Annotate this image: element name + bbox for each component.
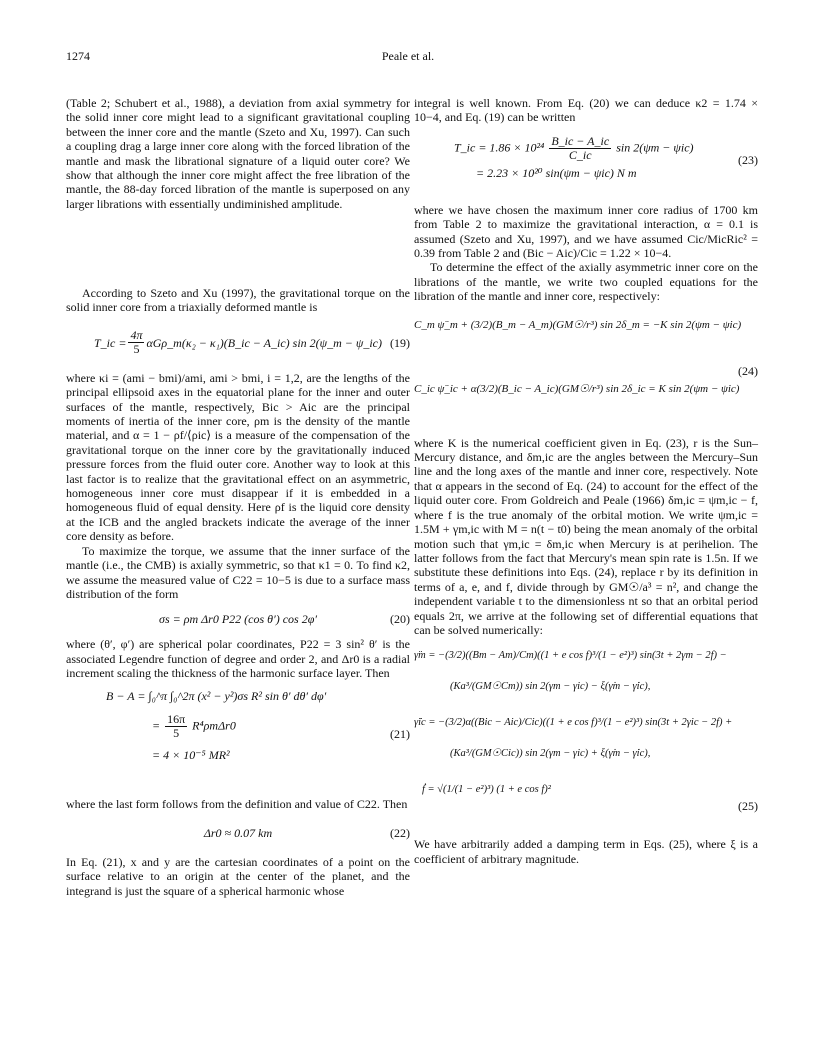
equation-22 [66, 811, 410, 855]
equation-20 [66, 601, 410, 637]
eq-rhs: αGρ_m(κ₂ − κ₁)(B_ic − A_ic) sin 2(ψ_m − ψ_ic) [146, 335, 382, 350]
fraction: $\frac{16\pi}{5}$ [167, 711, 186, 740]
equation-25 [414, 649, 758, 829]
paragraph: To determine the effect of the axially asymmetric inner core on the librations of the mantle, we write two coupled equations for the libration of the mantle and inner core, respectively: [414, 260, 758, 304]
eq-lhs: T_ic = [94, 335, 127, 350]
eq-line: ḟ = √(1/(1 − e²)³) (1 + e cos f)² [422, 783, 551, 795]
equation-24 [414, 318, 758, 430]
fraction: $\frac{4\pi}{5}$ [130, 328, 143, 357]
eq-line: C_m ψ̈_m + (3/2)(B_m − A_m)(GM☉/r³) sin 2δ_m = −K sin 2(ψm − ψic) [414, 318, 742, 331]
paragraph: where κi = (ami − bmi)/ami, ami > bmi, i = 1,2, are the lengths of the principal ellipsoid axes in the equatorial plane for the inner and outer surfaces of the mantle, respectively, Bic > Aic are the principal moments of inertia of the inner core, ρm is the density of the mantle material, and α = 1 − ρf/⟨ρic⟩ is a measure of the compensation of the gravitational torque on the inner core by the gravitationally induced pressure forces from the fluid outer core. Another way to look at this last factor is to realize that the gravitational effect on an asymmetric, homogeneous inner core must disappear if it is embedded in a homogeneous fluid of equal density. Here ρf is the liquid core density at the ICB and the angled brackets indicate the average of the inner core density as before. [66, 370, 410, 544]
paragraph: where (θ′, φ′) are spherical polar coordinates, P22 = 3 sin² θ′ is the associated Legendre function of degree and order 2, and Δr0 is a radial increment scaling the thickness of the harmonic surface layer. Then [66, 637, 410, 681]
equation-number: (24) [738, 363, 758, 378]
equation-number: (23) [738, 152, 758, 167]
right-column [414, 96, 758, 866]
paragraph: According to Szeto and Xu (1997), the gravitational torque on the solid inner core from a triaxially deformed mantle is [66, 286, 410, 315]
fraction: $\frac{B\_ic - A\_ic}{C\_ic}$ [551, 133, 610, 162]
eq-line: = 2.23 × 10²⁰ sin(ψm − ψic) N m [476, 165, 637, 180]
eq-line: T_ic = 1.86 × 10²⁴ $\frac{B\_ic - A\_ic}{C\_ic}$ sin 2(ψm − ψic) [454, 133, 694, 162]
paragraph: where the last form follows from the definition and value of C22. Then [66, 796, 408, 811]
paragraph: integral is well known. From Eq. (20) we can deduce κ2 = 1.74 × 10−4, and Eq. (19) can be written [414, 96, 758, 125]
equation-number: (20) [390, 612, 410, 627]
paragraph: where we have chosen the maximum inner core radius of 1700 km from Table 2 to maximize the gravitational interaction, α = 0.1 is assumed (Szeto and Xu, 1997), and we have assumed Cic/MicRic² = 0.39 from Table 2 and (Bic − Aic)/Cic = 1.22 × 10−4. [414, 202, 758, 261]
eq-line: (Ka³/(GM☉Cic)) sin 2(γm − γic) + ξ(γ̇m − γ̇ic), [450, 747, 651, 759]
paragraph: We have arbitrarily added a damping term in Eqs. (25), where ξ is a coefficient of arbitrary magnitude. [414, 837, 758, 866]
left-column [66, 96, 410, 898]
equation-number: (21) [390, 726, 410, 741]
page-number: 1274 [66, 49, 90, 63]
equation-23 [414, 135, 758, 197]
eq-line: (Ka³/(GM☉Cm)) sin 2(γm − γic) − ξ(γ̇m − γ̇ic), [450, 680, 651, 692]
eq-body: Δr0 ≈ 0.07 km [203, 825, 273, 840]
equation-number: (22) [390, 825, 410, 840]
equation-21 [66, 689, 410, 791]
eq-line: C_ic ψ̈_ic + α(3/2)(B_ic − A_ic)(GM☉/r³) sin 2δ_ic = K sin 2(ψm − ψic) [414, 383, 740, 396]
equation-19 [66, 323, 410, 363]
paragraph: In Eq. (21), x and y are the cartesian coordinates of a point on the surface relative to an origin at the center of the planet, and the integrand is just the square of a spherical harmonic whose [66, 854, 410, 898]
equation-number: (19) [390, 335, 410, 350]
equation-number: (25) [738, 799, 758, 814]
eq-body: σs = ρm Δr0 P22 (cos θ′) cos 2φ′ [159, 612, 317, 627]
paragraph: (Table 2; Schubert et al., 1988), a deviation from axial symmetry for the solid inner core might lead to a significant gravitational coupling between the inner core and the mantle (Szeto and Xu, 1997). Can such a coupling drag a large inner core along with the forced libration of the mantle and mask the librational signature of a liquid outer core? We show that although the inner core might affect the free libration of the mantle, the 88-day forced libration of the mantle is superposed on any larger librations with essentially undiminished amplitude. [66, 96, 410, 211]
eq-line: = 4 × 10⁻⁵ MR² [152, 747, 230, 762]
paragraph: To maximize the torque, we assume that the inner surface of the mantle (i.e., the CMB) is axially symmetric, so that κ1 = 0. To find κ2, we assume the measured value of C22 = 10−5 is due to a surface mass distribution of the form [66, 543, 410, 601]
paragraph: where K is the numerical coefficient given in Eq. (23), r is the Sun–Mercury distance, and δm,ic are the angles between the Mercury–Sun line and the long axes of the mantle and inner core, respectively. Note that α appears in the second of Eq. (24) to account for the effect of the liquid outer core. From Goldreich and Peale (1966) δm,ic = ψm,ic − f, where f is the true anomaly of the orbital motion. We write ψm,ic = 1.5M + γm,ic with M = n(t − t0) being the mean anomaly of the orbital motion such that γm,ic = δm,ic when Mercury is at perihelion. The latter follows from the fact that Mercury's mean spin rate is 1.5n. If we substitute these definitions into Eqs. (24), replace r by its definition in terms of a, e, and f, divide through by GM☉/a³ = n², and change the independent variable t to the dimensionless nt so that an orbital period equals 2π, we arrive at the following set of differential equations that can be solved numerically: [414, 435, 758, 637]
eq-line: = $\frac{16\pi}{5}$ R⁴ρmΔr0 [152, 711, 236, 740]
running-title: Peale et al. [381, 49, 435, 63]
eq-line: γ̈m = −(3/2)((Bm − Am)/Cm)((1 + e cos f)³/(1 − e²)³) sin(3t + 2γm − 2f) − [414, 650, 727, 662]
eq-line: B − A = ∫₀^π ∫₀^2π (x² − y²)σs R² sin θ′ dθ′ dφ′ [106, 688, 327, 703]
eq-line: γ̈ic = −(3/2)α((Bic − Aic)/Cic)((1 + e cos f)³/(1 − e²)³) sin(3t + 2γic − 2f) + [414, 717, 733, 729]
